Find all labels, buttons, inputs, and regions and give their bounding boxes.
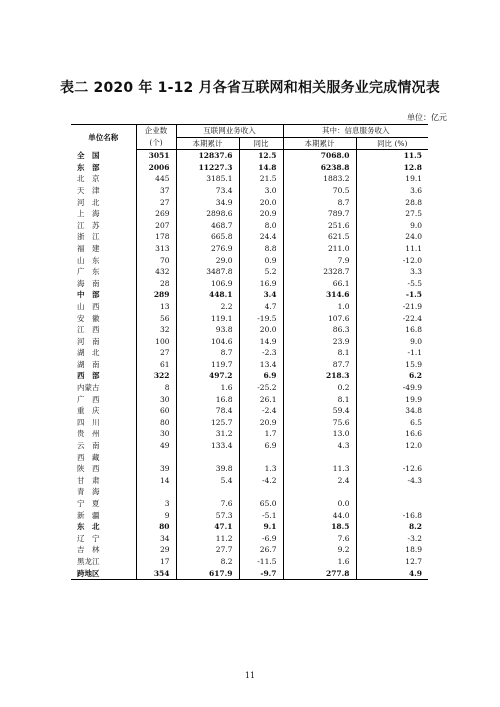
revenue-yoy-cell: 3.0 bbox=[239, 185, 283, 197]
company-count-cell: 60 bbox=[136, 405, 176, 417]
company-count-cell: 14 bbox=[136, 475, 176, 487]
info-revenue-cumulative-cell: 44.0 bbox=[283, 510, 356, 522]
table-row bbox=[71, 440, 428, 452]
revenue-yoy-cell: -2.3 bbox=[239, 347, 283, 359]
region-name-cell: 内蒙古 bbox=[77, 383, 100, 393]
revenue-cumulative-cell: 7.6 bbox=[176, 498, 239, 510]
company-count-cell: 39 bbox=[136, 463, 176, 475]
revenue-yoy-cell: 5.2 bbox=[239, 266, 283, 278]
table-row bbox=[71, 463, 428, 475]
info-revenue-cumulative-cell: 277.8 bbox=[283, 568, 356, 580]
revenue-cumulative-cell: 276.9 bbox=[176, 243, 239, 255]
header-info-cumulative: 本期累计 bbox=[283, 137, 356, 150]
company-count-cell: 29 bbox=[136, 544, 176, 556]
revenue-yoy-cell: 8.0 bbox=[239, 220, 283, 232]
revenue-yoy-cell: 20.0 bbox=[239, 324, 283, 336]
region-name-cell: 新 疆 bbox=[77, 510, 100, 520]
revenue-yoy-cell: 1.3 bbox=[239, 463, 283, 475]
revenue-cumulative-cell: 78.4 bbox=[176, 405, 239, 417]
company-count-cell: 28 bbox=[136, 278, 176, 290]
info-revenue-yoy-cell: 6.5 bbox=[356, 417, 428, 429]
revenue-yoy-cell bbox=[239, 452, 283, 464]
company-count-cell: 27 bbox=[136, 347, 176, 359]
unit-label: 单位：亿元 bbox=[407, 113, 447, 122]
revenue-cumulative-cell: 57.3 bbox=[176, 510, 239, 522]
info-revenue-yoy-cell: -12.6 bbox=[356, 463, 428, 475]
revenue-yoy-cell: -9.7 bbox=[239, 568, 283, 580]
company-count-cell: 80 bbox=[136, 417, 176, 429]
company-count-cell: 61 bbox=[136, 359, 176, 371]
header-company-count-unit: (个) bbox=[136, 137, 176, 150]
revenue-yoy-cell: -4.2 bbox=[239, 475, 283, 487]
info-revenue-yoy-cell: -16.8 bbox=[356, 510, 428, 522]
revenue-cumulative-cell: 665.8 bbox=[176, 231, 239, 243]
revenue-cumulative-cell: 16.8 bbox=[176, 394, 239, 406]
company-count-cell: 445 bbox=[136, 173, 176, 185]
region-name-cell: 东 部 bbox=[77, 162, 100, 172]
revenue-yoy-cell: 13.4 bbox=[239, 359, 283, 371]
revenue-cumulative-cell: 2898.6 bbox=[176, 208, 239, 220]
revenue-cumulative-cell: 29.0 bbox=[176, 255, 239, 267]
region-name-cell: 湖 北 bbox=[77, 348, 100, 358]
info-revenue-cumulative-cell: 1883.2 bbox=[283, 173, 356, 185]
region-name-cell: 江 苏 bbox=[77, 220, 100, 230]
info-revenue-yoy-cell: 4.9 bbox=[356, 568, 428, 580]
info-revenue-cumulative-cell: 59.4 bbox=[283, 405, 356, 417]
revenue-cumulative-cell: 31.2 bbox=[176, 428, 239, 440]
info-revenue-cumulative-cell: 86.3 bbox=[283, 324, 356, 336]
revenue-cumulative-cell: 1.6 bbox=[176, 382, 239, 394]
info-revenue-yoy-cell: 16.6 bbox=[356, 428, 428, 440]
info-revenue-cumulative-cell: 75.6 bbox=[283, 417, 356, 429]
info-revenue-cumulative-cell: 13.0 bbox=[283, 428, 356, 440]
company-count-cell: 313 bbox=[136, 243, 176, 255]
table-row bbox=[71, 255, 428, 267]
table-row bbox=[71, 544, 428, 556]
info-revenue-cumulative-cell: 9.2 bbox=[283, 544, 356, 556]
revenue-yoy-cell: 8.8 bbox=[239, 243, 283, 255]
table-row bbox=[71, 197, 428, 209]
revenue-cumulative-cell: 448.1 bbox=[176, 289, 239, 301]
info-revenue-cumulative-cell: 251.6 bbox=[283, 220, 356, 232]
company-count-cell: 13 bbox=[136, 301, 176, 313]
header-info-service-revenue: 其中：信息服务收入 bbox=[283, 125, 428, 138]
table-row bbox=[71, 150, 428, 162]
header-row-1 bbox=[71, 125, 428, 138]
region-name-cell: 跨地区 bbox=[71, 568, 136, 580]
company-count-cell: 207 bbox=[136, 220, 176, 232]
revenue-yoy-cell: 1.7 bbox=[239, 428, 283, 440]
region-name-cell: 广 西 bbox=[77, 394, 100, 404]
info-revenue-yoy-cell: 11.5 bbox=[356, 150, 428, 162]
region-name-cell: 广 东 bbox=[77, 267, 100, 277]
company-count-cell bbox=[136, 486, 176, 498]
info-revenue-cumulative-cell: 18.5 bbox=[283, 521, 356, 533]
info-revenue-cumulative-cell: 66.1 bbox=[283, 278, 356, 290]
revenue-cumulative-cell: 119.7 bbox=[176, 359, 239, 371]
revenue-cumulative-cell: 133.4 bbox=[176, 440, 239, 452]
table-row bbox=[71, 486, 428, 498]
company-count-cell: 56 bbox=[136, 313, 176, 325]
info-revenue-cumulative-cell: 87.7 bbox=[283, 359, 356, 371]
table-row bbox=[71, 289, 428, 301]
region-name-cell: 西 藏 bbox=[77, 452, 100, 462]
region-name-cell: 东 北 bbox=[77, 522, 100, 532]
info-revenue-yoy-cell: -1.1 bbox=[356, 347, 428, 359]
region-name-cell: 中 部 bbox=[77, 290, 100, 300]
revenue-yoy-cell: 0.9 bbox=[239, 255, 283, 267]
revenue-yoy-cell: 16.9 bbox=[239, 278, 283, 290]
info-revenue-yoy-cell: 27.5 bbox=[356, 208, 428, 220]
revenue-yoy-cell: -5.1 bbox=[239, 510, 283, 522]
info-revenue-yoy-cell: 19.1 bbox=[356, 173, 428, 185]
table-row bbox=[71, 278, 428, 290]
region-name-cell: 西 部 bbox=[77, 371, 100, 381]
header-unit-name: 单位名称 bbox=[71, 125, 136, 150]
info-revenue-yoy-cell: -12.0 bbox=[356, 255, 428, 267]
info-revenue-cumulative-cell: 8.1 bbox=[283, 394, 356, 406]
table-row bbox=[71, 220, 428, 232]
company-count-cell: 269 bbox=[136, 208, 176, 220]
company-count-cell: 37 bbox=[136, 185, 176, 197]
region-name-cell: 宁 夏 bbox=[77, 499, 100, 508]
info-revenue-yoy-cell: -5.5 bbox=[356, 278, 428, 290]
region-name-cell: 四 川 bbox=[77, 417, 100, 427]
table-row bbox=[71, 185, 428, 197]
info-revenue-cumulative-cell: 107.6 bbox=[283, 313, 356, 325]
info-revenue-yoy-cell: 24.0 bbox=[356, 231, 428, 243]
table-row bbox=[71, 162, 428, 174]
revenue-cumulative-cell: 119.1 bbox=[176, 313, 239, 325]
revenue-yoy-cell: 26.1 bbox=[239, 394, 283, 406]
info-revenue-cumulative-cell: 23.9 bbox=[283, 336, 356, 348]
revenue-cumulative-cell: 3487.8 bbox=[176, 266, 239, 278]
table-row bbox=[71, 394, 428, 406]
info-revenue-cumulative-cell: 0.2 bbox=[283, 382, 356, 394]
company-count-cell: 432 bbox=[136, 266, 176, 278]
revenue-cumulative-cell: 39.8 bbox=[176, 463, 239, 475]
revenue-cumulative-cell: 617.9 bbox=[176, 568, 239, 580]
info-revenue-yoy-cell: 9.0 bbox=[356, 220, 428, 232]
info-revenue-cumulative-cell: 2.4 bbox=[283, 475, 356, 487]
region-name-cell: 上 海 bbox=[77, 209, 100, 219]
page-number: 11 bbox=[244, 671, 256, 680]
revenue-yoy-cell bbox=[239, 486, 283, 498]
info-revenue-cumulative-cell: 1.6 bbox=[283, 556, 356, 568]
revenue-cumulative-cell: 11.2 bbox=[176, 533, 239, 545]
company-count-cell: 34 bbox=[136, 533, 176, 545]
revenue-yoy-cell: -25.2 bbox=[239, 382, 283, 394]
info-revenue-yoy-cell: 12.8 bbox=[356, 162, 428, 174]
company-count-cell: 32 bbox=[136, 324, 176, 336]
revenue-cumulative-cell bbox=[176, 452, 239, 464]
info-revenue-cumulative-cell: 0.0 bbox=[283, 498, 356, 510]
region-name-cell: 海 南 bbox=[77, 278, 100, 288]
revenue-cumulative-cell: 3185.1 bbox=[176, 173, 239, 185]
revenue-cumulative-cell: 468.7 bbox=[176, 220, 239, 232]
table-row bbox=[71, 301, 428, 313]
region-name-cell: 甘 肃 bbox=[77, 475, 100, 485]
region-name-cell: 福 建 bbox=[77, 243, 100, 253]
company-count-cell: 80 bbox=[136, 521, 176, 533]
revenue-yoy-cell: -19.5 bbox=[239, 313, 283, 325]
revenue-cumulative-cell: 5.4 bbox=[176, 475, 239, 487]
revenue-cumulative-cell: 27.7 bbox=[176, 544, 239, 556]
region-name-cell: 山 西 bbox=[77, 301, 100, 311]
revenue-yoy-cell: -2.4 bbox=[239, 405, 283, 417]
table-title: 表二 2020 年 1-12 月各省互联网和相关服务业完成情况表 bbox=[60, 80, 440, 96]
company-count-cell: 49 bbox=[136, 440, 176, 452]
info-revenue-cumulative-cell: 314.6 bbox=[283, 289, 356, 301]
company-count-cell bbox=[136, 452, 176, 464]
revenue-yoy-cell: 24.4 bbox=[239, 231, 283, 243]
revenue-cumulative-cell: 2.2 bbox=[176, 301, 239, 313]
table-row bbox=[71, 382, 428, 394]
revenue-cumulative-cell bbox=[176, 486, 239, 498]
table-row bbox=[71, 428, 428, 440]
revenue-table bbox=[71, 124, 428, 580]
info-revenue-yoy-cell: 9.0 bbox=[356, 336, 428, 348]
info-revenue-yoy-cell: -3.2 bbox=[356, 533, 428, 545]
revenue-cumulative-cell: 497.2 bbox=[176, 370, 239, 382]
info-revenue-yoy-cell bbox=[356, 498, 428, 510]
info-revenue-cumulative-cell: 8.1 bbox=[283, 347, 356, 359]
revenue-yoy-cell: -11.5 bbox=[239, 556, 283, 568]
revenue-cumulative-cell: 106.9 bbox=[176, 278, 239, 290]
info-revenue-yoy-cell: 12.0 bbox=[356, 440, 428, 452]
info-revenue-cumulative-cell bbox=[283, 486, 356, 498]
info-revenue-yoy-cell: 18.9 bbox=[356, 544, 428, 556]
revenue-cumulative-cell: 104.6 bbox=[176, 336, 239, 348]
region-name-cell: 河 南 bbox=[77, 336, 100, 346]
table-row bbox=[71, 324, 428, 336]
info-revenue-cumulative-cell: 7.6 bbox=[283, 533, 356, 545]
info-revenue-cumulative-cell: 621.5 bbox=[283, 231, 356, 243]
table-row bbox=[71, 336, 428, 348]
info-revenue-cumulative-cell: 70.5 bbox=[283, 185, 356, 197]
table-row bbox=[71, 568, 428, 580]
region-name-cell: 重 庆 bbox=[77, 406, 100, 416]
table-row bbox=[71, 510, 428, 522]
revenue-yoy-cell: 6.9 bbox=[239, 370, 283, 382]
table-body bbox=[71, 150, 428, 580]
table-row bbox=[71, 370, 428, 382]
info-revenue-yoy-cell: 8.2 bbox=[356, 521, 428, 533]
table-row bbox=[71, 417, 428, 429]
info-revenue-cumulative-cell: 2328.7 bbox=[283, 266, 356, 278]
header-info-yoy: 同比 (%) bbox=[356, 137, 428, 150]
company-count-cell: 17 bbox=[136, 556, 176, 568]
table-row bbox=[71, 208, 428, 220]
revenue-cumulative-cell: 8.2 bbox=[176, 556, 239, 568]
info-revenue-cumulative-cell: 211.0 bbox=[283, 243, 356, 255]
revenue-yoy-cell: 14.8 bbox=[239, 162, 283, 174]
info-revenue-cumulative-cell: 218.3 bbox=[283, 370, 356, 382]
revenue-yoy-cell: 20.9 bbox=[239, 208, 283, 220]
region-name-cell: 天 津 bbox=[77, 185, 100, 195]
revenue-cumulative-cell: 8.7 bbox=[176, 347, 239, 359]
info-revenue-yoy-cell bbox=[356, 452, 428, 464]
table-row bbox=[71, 556, 428, 568]
company-count-cell: 100 bbox=[136, 336, 176, 348]
info-revenue-yoy-cell: -49.9 bbox=[356, 382, 428, 394]
company-count-cell: 178 bbox=[136, 231, 176, 243]
revenue-cumulative-cell: 73.4 bbox=[176, 185, 239, 197]
company-count-cell: 8 bbox=[136, 382, 176, 394]
revenue-yoy-cell: 3.4 bbox=[239, 289, 283, 301]
region-name-cell: 青 海 bbox=[77, 487, 100, 497]
region-name-cell: 全 国 bbox=[77, 150, 100, 160]
info-revenue-cumulative-cell bbox=[283, 452, 356, 464]
info-revenue-cumulative-cell: 1.0 bbox=[283, 301, 356, 313]
info-revenue-yoy-cell: 28.8 bbox=[356, 197, 428, 209]
table-row bbox=[71, 243, 428, 255]
company-count-cell: 3051 bbox=[136, 150, 176, 162]
table-row bbox=[71, 347, 428, 359]
table-row bbox=[71, 521, 428, 533]
company-count-cell: 3 bbox=[136, 498, 176, 510]
region-name-cell: 陕 西 bbox=[77, 464, 100, 474]
region-name-cell: 吉 林 bbox=[77, 545, 100, 555]
header-company-count: 企业数 bbox=[136, 125, 176, 138]
region-name-cell: 贵 州 bbox=[77, 429, 100, 439]
region-name-cell: 河 北 bbox=[77, 197, 100, 207]
revenue-yoy-cell: -6.9 bbox=[239, 533, 283, 545]
revenue-yoy-cell: 12.5 bbox=[239, 150, 283, 162]
revenue-cumulative-cell: 11227.3 bbox=[176, 162, 239, 174]
info-revenue-yoy-cell: 34.8 bbox=[356, 405, 428, 417]
table-row bbox=[71, 231, 428, 243]
info-revenue-yoy-cell: 19.9 bbox=[356, 394, 428, 406]
revenue-yoy-cell: 14.9 bbox=[239, 336, 283, 348]
info-revenue-yoy-cell: -1.5 bbox=[356, 289, 428, 301]
company-count-cell: 2006 bbox=[136, 162, 176, 174]
header-internet-revenue: 互联网业务收入 bbox=[176, 125, 283, 138]
header-rev-cumulative: 本期累计 bbox=[176, 137, 239, 150]
table-row bbox=[71, 313, 428, 325]
info-revenue-yoy-cell: -22.4 bbox=[356, 313, 428, 325]
company-count-cell: 70 bbox=[136, 255, 176, 267]
revenue-cumulative-cell: 93.8 bbox=[176, 324, 239, 336]
table-row bbox=[71, 475, 428, 487]
info-revenue-cumulative-cell: 11.3 bbox=[283, 463, 356, 475]
revenue-yoy-cell: 20.0 bbox=[239, 197, 283, 209]
revenue-yoy-cell: 26.7 bbox=[239, 544, 283, 556]
info-revenue-cumulative-cell: 7.9 bbox=[283, 255, 356, 267]
info-revenue-yoy-cell: 3.3 bbox=[356, 266, 428, 278]
info-revenue-yoy-cell: 12.7 bbox=[356, 556, 428, 568]
revenue-yoy-cell: 21.5 bbox=[239, 173, 283, 185]
revenue-yoy-cell: 20.9 bbox=[239, 417, 283, 429]
region-name-cell: 辽 宁 bbox=[77, 533, 100, 543]
info-revenue-yoy-cell: 15.9 bbox=[356, 359, 428, 371]
region-name-cell: 山 东 bbox=[77, 255, 100, 265]
table-row bbox=[71, 405, 428, 417]
region-name-cell: 北 京 bbox=[77, 174, 100, 184]
company-count-cell: 289 bbox=[136, 289, 176, 301]
revenue-cumulative-cell: 12837.6 bbox=[176, 150, 239, 162]
info-revenue-yoy-cell: 11.1 bbox=[356, 243, 428, 255]
company-count-cell: 27 bbox=[136, 197, 176, 209]
table-row bbox=[71, 533, 428, 545]
info-revenue-cumulative-cell: 789.7 bbox=[283, 208, 356, 220]
revenue-cumulative-cell: 34.9 bbox=[176, 197, 239, 209]
region-name-cell: 湖 南 bbox=[77, 359, 100, 369]
table-row bbox=[71, 359, 428, 371]
table-row bbox=[71, 498, 428, 510]
info-revenue-cumulative-cell: 8.7 bbox=[283, 197, 356, 209]
company-count-cell: 30 bbox=[136, 428, 176, 440]
info-revenue-yoy-cell: 16.8 bbox=[356, 324, 428, 336]
info-revenue-yoy-cell: 3.6 bbox=[356, 185, 428, 197]
region-name-cell: 安 徽 bbox=[77, 313, 100, 323]
table-row bbox=[71, 452, 428, 464]
company-count-cell: 9 bbox=[136, 510, 176, 522]
region-name-cell: 黑龙江 bbox=[77, 556, 100, 566]
info-revenue-cumulative-cell: 6238.8 bbox=[283, 162, 356, 174]
company-count-cell: 322 bbox=[136, 370, 176, 382]
info-revenue-yoy-cell: 6.2 bbox=[356, 370, 428, 382]
region-name-cell: 浙 江 bbox=[77, 232, 100, 242]
info-revenue-yoy-cell: -21.9 bbox=[356, 301, 428, 313]
company-count-cell: 354 bbox=[136, 568, 176, 580]
table-row bbox=[71, 266, 428, 278]
info-revenue-yoy-cell: -4.3 bbox=[356, 475, 428, 487]
info-revenue-yoy-cell bbox=[356, 486, 428, 498]
info-revenue-cumulative-cell: 7068.0 bbox=[283, 150, 356, 162]
revenue-yoy-cell: 4.7 bbox=[239, 301, 283, 313]
revenue-cumulative-cell: 125.7 bbox=[176, 417, 239, 429]
revenue-yoy-cell: 6.9 bbox=[239, 440, 283, 452]
table-row bbox=[71, 173, 428, 185]
info-revenue-cumulative-cell: 4.3 bbox=[283, 440, 356, 452]
region-name-cell: 江 西 bbox=[77, 325, 100, 335]
header-rev-yoy: 同比 bbox=[239, 137, 283, 150]
revenue-yoy-cell: 9.1 bbox=[239, 521, 283, 533]
region-name-cell: 云 南 bbox=[77, 441, 100, 451]
revenue-cumulative-cell: 47.1 bbox=[176, 521, 239, 533]
revenue-yoy-cell: 65.0 bbox=[239, 498, 283, 510]
company-count-cell: 30 bbox=[136, 394, 176, 406]
